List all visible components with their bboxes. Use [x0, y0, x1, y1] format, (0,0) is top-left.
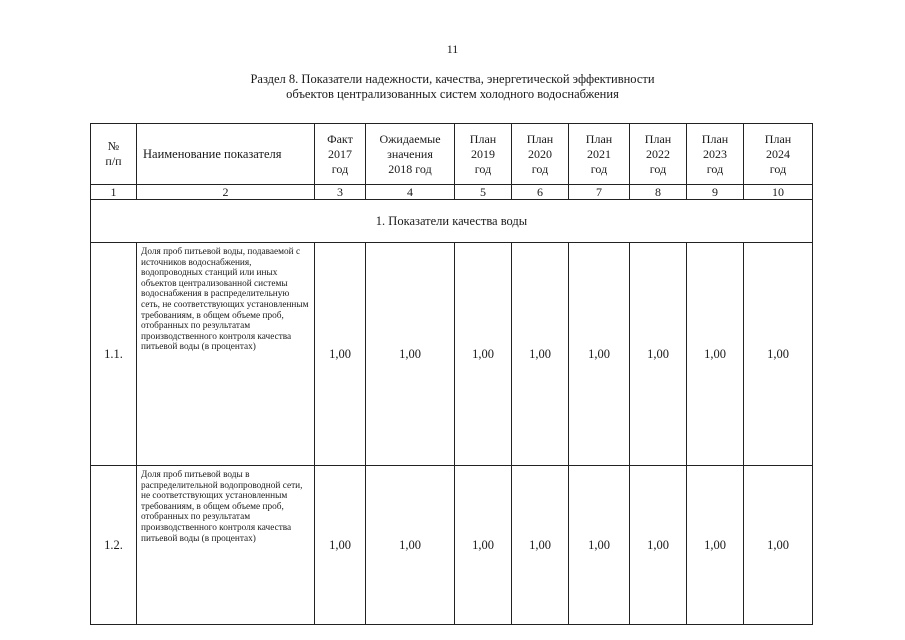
header-cell-plan-2019 — [455, 124, 512, 185]
value-cell: 1,00 — [315, 243, 366, 466]
table-row — [91, 466, 813, 625]
value-cell: 1,00 — [315, 466, 366, 625]
column-number: 6 — [512, 185, 569, 200]
header-text: год — [706, 161, 724, 176]
header-text: 2021 — [587, 146, 611, 161]
column-number: 1 — [91, 185, 137, 200]
column-number-row — [91, 185, 813, 200]
header-text: год — [331, 161, 349, 176]
header-row — [91, 124, 813, 185]
header-cell-fact-2017 — [315, 124, 366, 185]
header-text: № — [107, 139, 120, 153]
header-text: год — [769, 161, 787, 176]
column-number: 4 — [366, 185, 455, 200]
title-line-2: объектов централизованных систем холодного водоснабжения — [286, 87, 619, 101]
description-text: Доля проб питьевой воды, подаваемой с источников водоснабжения, водопроводных станций или иных объектов централизованной системы водоснабжения в распределительную сеть, не соответствующих установленным требованиям, в общем объеме проб, отобранных по результатам производственного контроля качества питьевой воды (в процентах) — [141, 247, 309, 353]
header-text: год — [531, 161, 549, 176]
row-description — [137, 243, 315, 466]
indicators-table — [90, 123, 813, 625]
header-text: значения — [387, 146, 433, 161]
column-number: 3 — [315, 185, 366, 200]
column-number: 2 — [137, 185, 315, 200]
header-text: Факт — [327, 131, 353, 146]
header-cell-name — [137, 124, 315, 185]
header-text: План — [644, 131, 672, 146]
title-line-1: Раздел 8. Показатели надежности, качества, энергетической эффективности — [250, 72, 655, 86]
header-text: год — [649, 161, 667, 176]
header-text: 2024 — [766, 146, 790, 161]
value-cell: 1,00 — [366, 243, 455, 466]
header-text: План — [701, 131, 729, 146]
header-cell-num — [91, 124, 137, 185]
header-cell-expected-2018 — [366, 124, 455, 185]
header-cell-plan-2022 — [630, 124, 687, 185]
column-number: 7 — [569, 185, 630, 200]
header-cell-plan-2021 — [569, 124, 630, 185]
value-cell: 1,00 — [630, 243, 687, 466]
value-cell: 1,00 — [744, 243, 813, 466]
header-cell-plan-2020 — [512, 124, 569, 185]
header-text: План — [526, 131, 554, 146]
section-title — [0, 72, 905, 102]
value-cell: 1,00 — [512, 466, 569, 625]
header-cell-plan-2024 — [744, 124, 813, 185]
value-cell: 1,00 — [744, 466, 813, 625]
header-text: План — [469, 131, 497, 146]
header-text: 2020 — [528, 146, 552, 161]
column-number: 5 — [455, 185, 512, 200]
header-text: План — [585, 131, 613, 146]
column-number: 10 — [744, 185, 813, 200]
value-cell: 1,00 — [569, 243, 630, 466]
header-text: год — [474, 161, 492, 176]
row-index: 1.2. — [91, 466, 137, 625]
table-row — [91, 243, 813, 466]
row-index: 1.1. — [91, 243, 137, 466]
row-description — [137, 466, 315, 625]
header-text: 2017 — [328, 146, 352, 161]
header-text: год — [590, 161, 608, 176]
column-number: 9 — [687, 185, 744, 200]
header-text: 2018 год — [388, 161, 432, 176]
value-cell: 1,00 — [455, 243, 512, 466]
value-cell: 1,00 — [569, 466, 630, 625]
section-row — [91, 200, 813, 243]
value-cell: 1,00 — [366, 466, 455, 625]
header-text: Наименование показателя — [143, 146, 282, 161]
page-number: 11 — [446, 42, 459, 56]
description-text: Доля проб питьевой воды в распределительной водопроводной сети, не соответствующих установленным требованиям, в общем объеме проб, отобранных по результатам производственного контроля качества питьевой воды (в процентах) — [141, 470, 303, 544]
header-cell-plan-2023 — [687, 124, 744, 185]
header-text: 2019 — [471, 146, 495, 161]
value-cell: 1,00 — [630, 466, 687, 625]
column-number: 8 — [630, 185, 687, 200]
value-cell: 1,00 — [687, 466, 744, 625]
header-text: 2023 — [703, 146, 727, 161]
header-text: План — [764, 131, 792, 146]
value-cell: 1,00 — [512, 243, 569, 466]
value-cell: 1,00 — [455, 466, 512, 625]
header-text: п/п — [105, 154, 122, 168]
value-cell: 1,00 — [687, 243, 744, 466]
header-text: 2022 — [646, 146, 670, 161]
header-text: Ожидаемые — [379, 131, 441, 146]
section-heading: 1. Показатели качества воды — [91, 200, 813, 243]
